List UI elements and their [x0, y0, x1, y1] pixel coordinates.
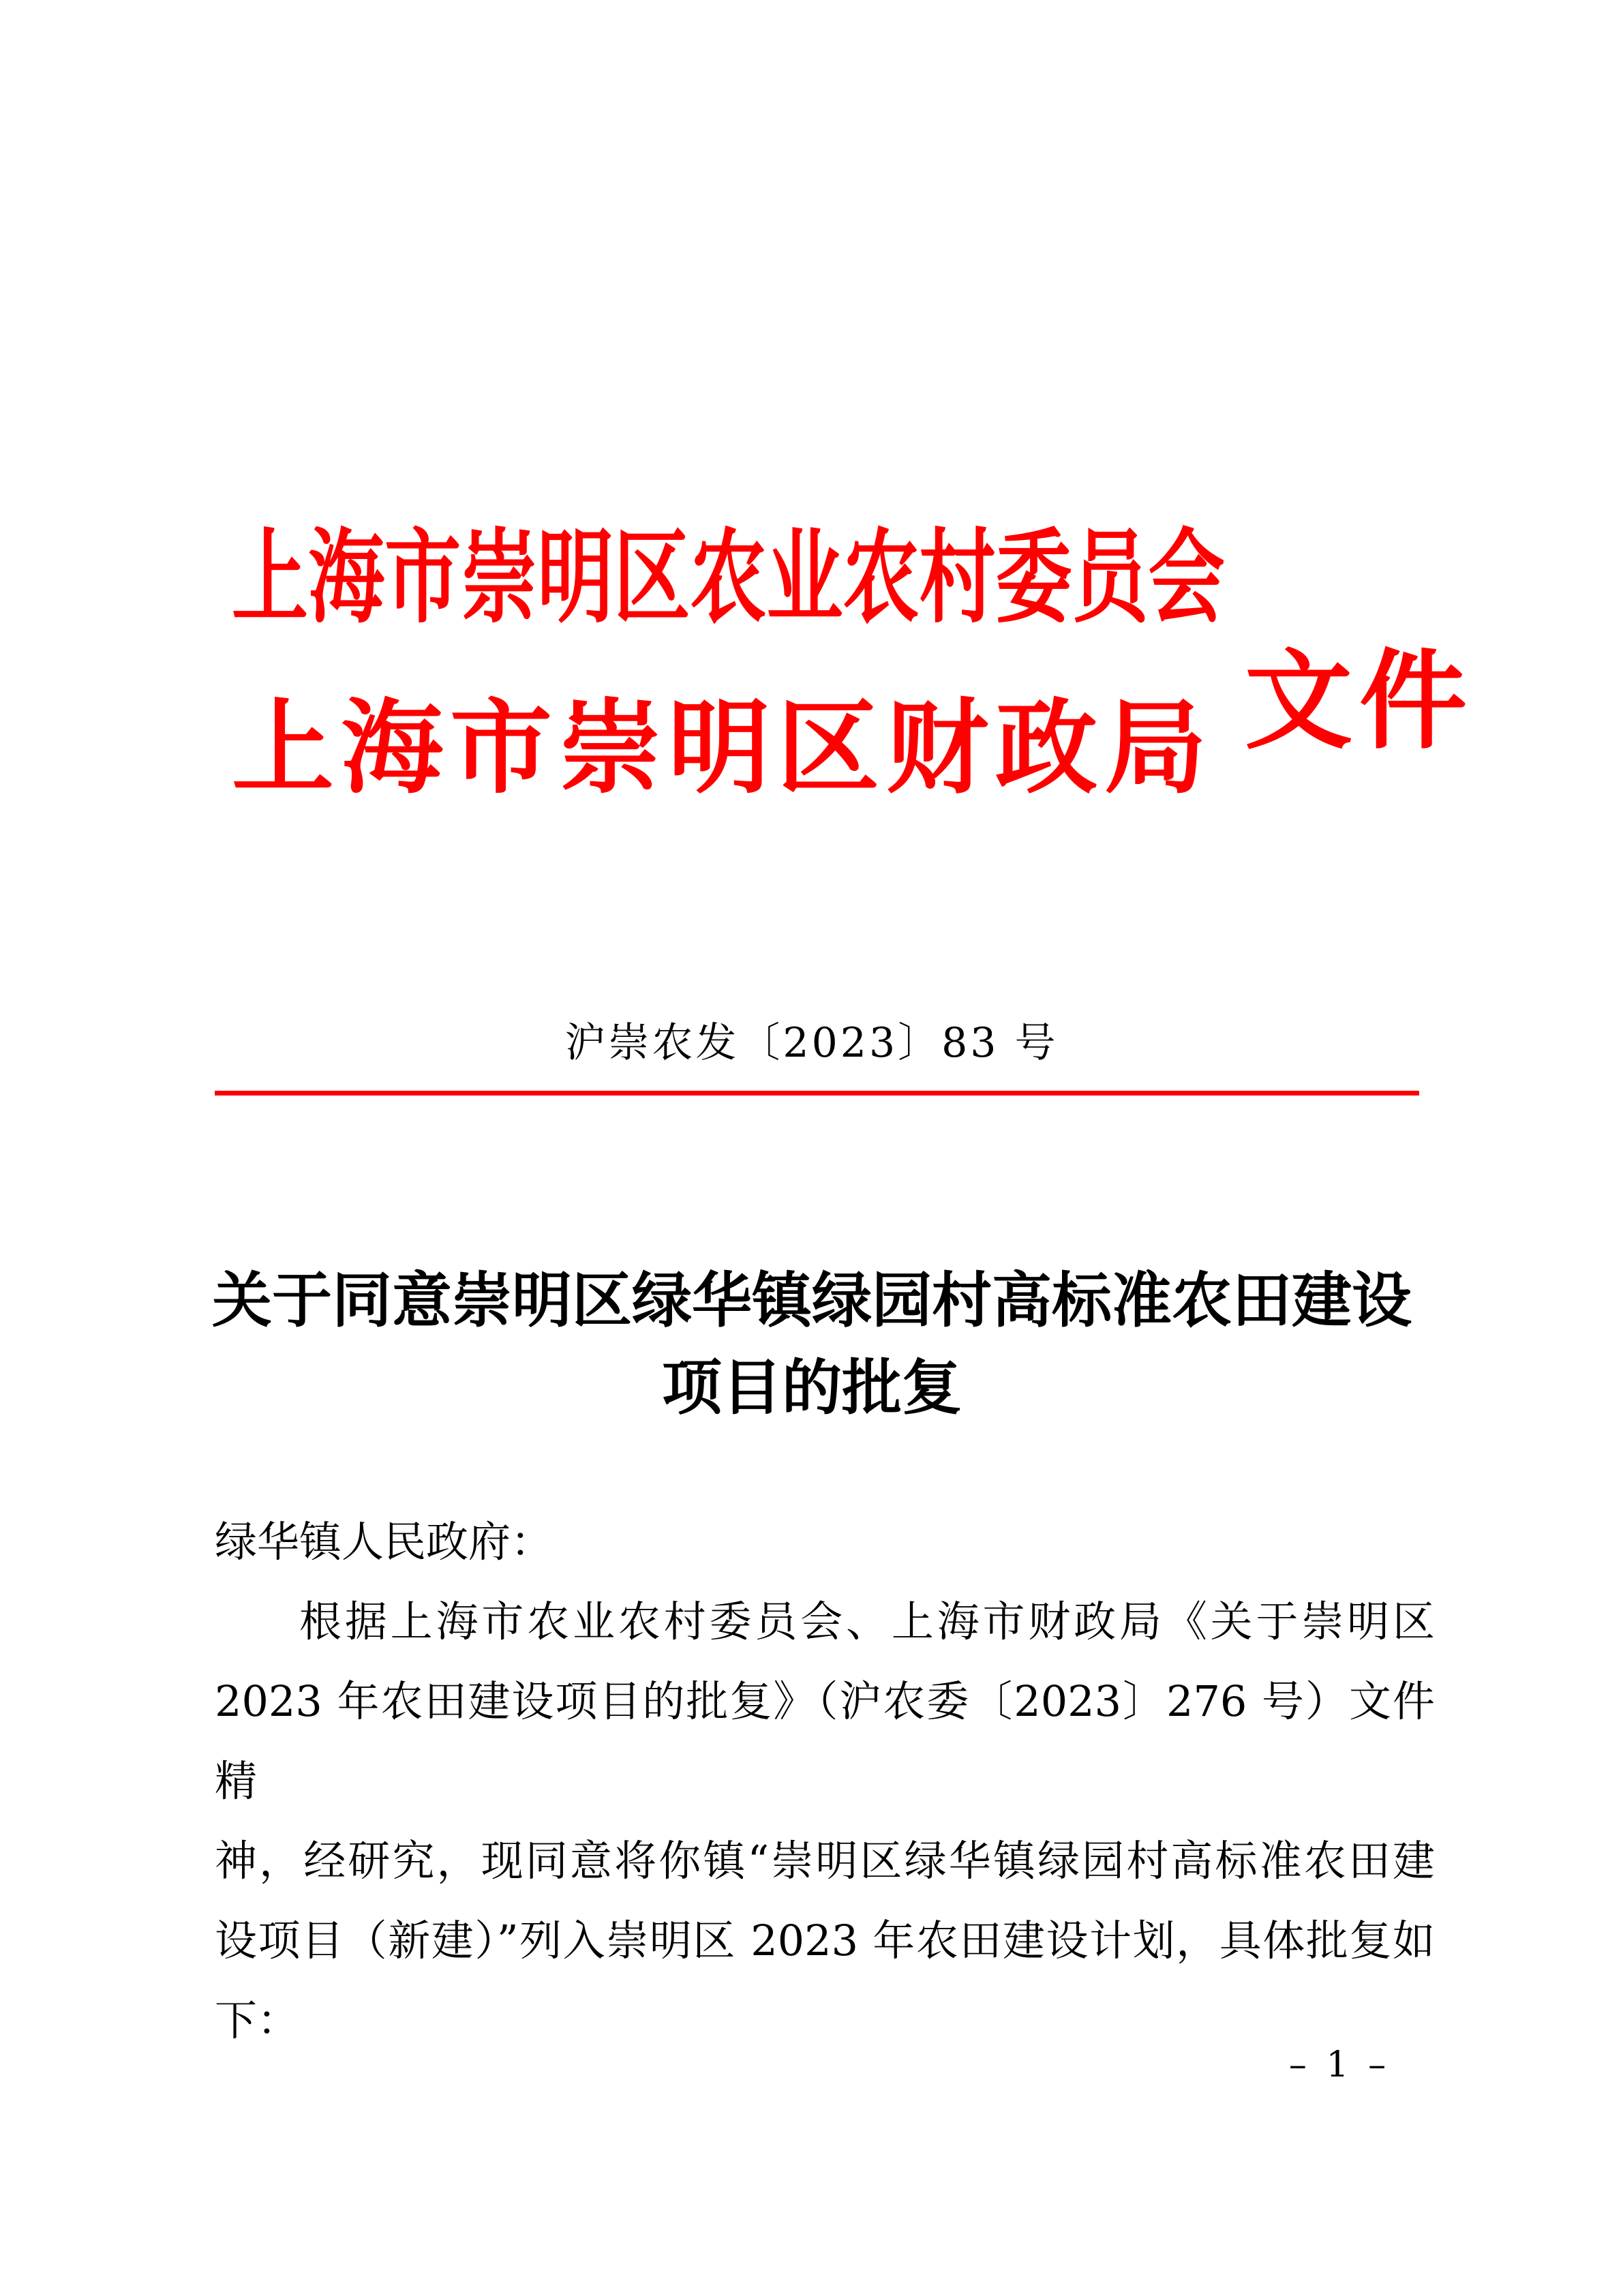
- salutation: 绿华镇人民政府：: [215, 1517, 553, 1567]
- document-number: 沪崇农发〔2023〕83 号: [564, 1019, 1059, 1067]
- paragraph-line: 2023 年农田建设项目的批复》（沪农委〔2023〕276 号）文件精: [215, 1676, 1435, 1806]
- paragraph-line: 设项目（新建）”列入崇明区 2023 年农田建设计划，具体批复如: [215, 1916, 1435, 1965]
- page-number: – 1 –: [1288, 2044, 1391, 2085]
- paragraph-line: 根据上海市农业农村委员会、上海市财政局《关于崇明区: [299, 1597, 1435, 1646]
- document-title: [201, 1256, 1423, 1431]
- document-body: [215, 1502, 1435, 2060]
- letterhead-org-name-line-2: 上海市崇明区财政局: [232, 688, 1214, 808]
- red-separator-rule: [215, 1091, 1419, 1096]
- paragraph-line: 神，经研究，现同意将你镇“崇明区绿华镇绿园村高标准农田建: [215, 1836, 1435, 1886]
- letterhead-document-type-label: 文件: [1245, 638, 1474, 764]
- document-title-line-2: 项目的批复: [661, 1352, 962, 1423]
- paragraph-line: 下：: [215, 1995, 300, 2045]
- document-title-line-1: 关于同意崇明区绿华镇绿园村高标准农田建设: [211, 1265, 1412, 1335]
- letterhead-org-name-line-1: 上海市崇明区农业农村委员会: [232, 517, 1225, 637]
